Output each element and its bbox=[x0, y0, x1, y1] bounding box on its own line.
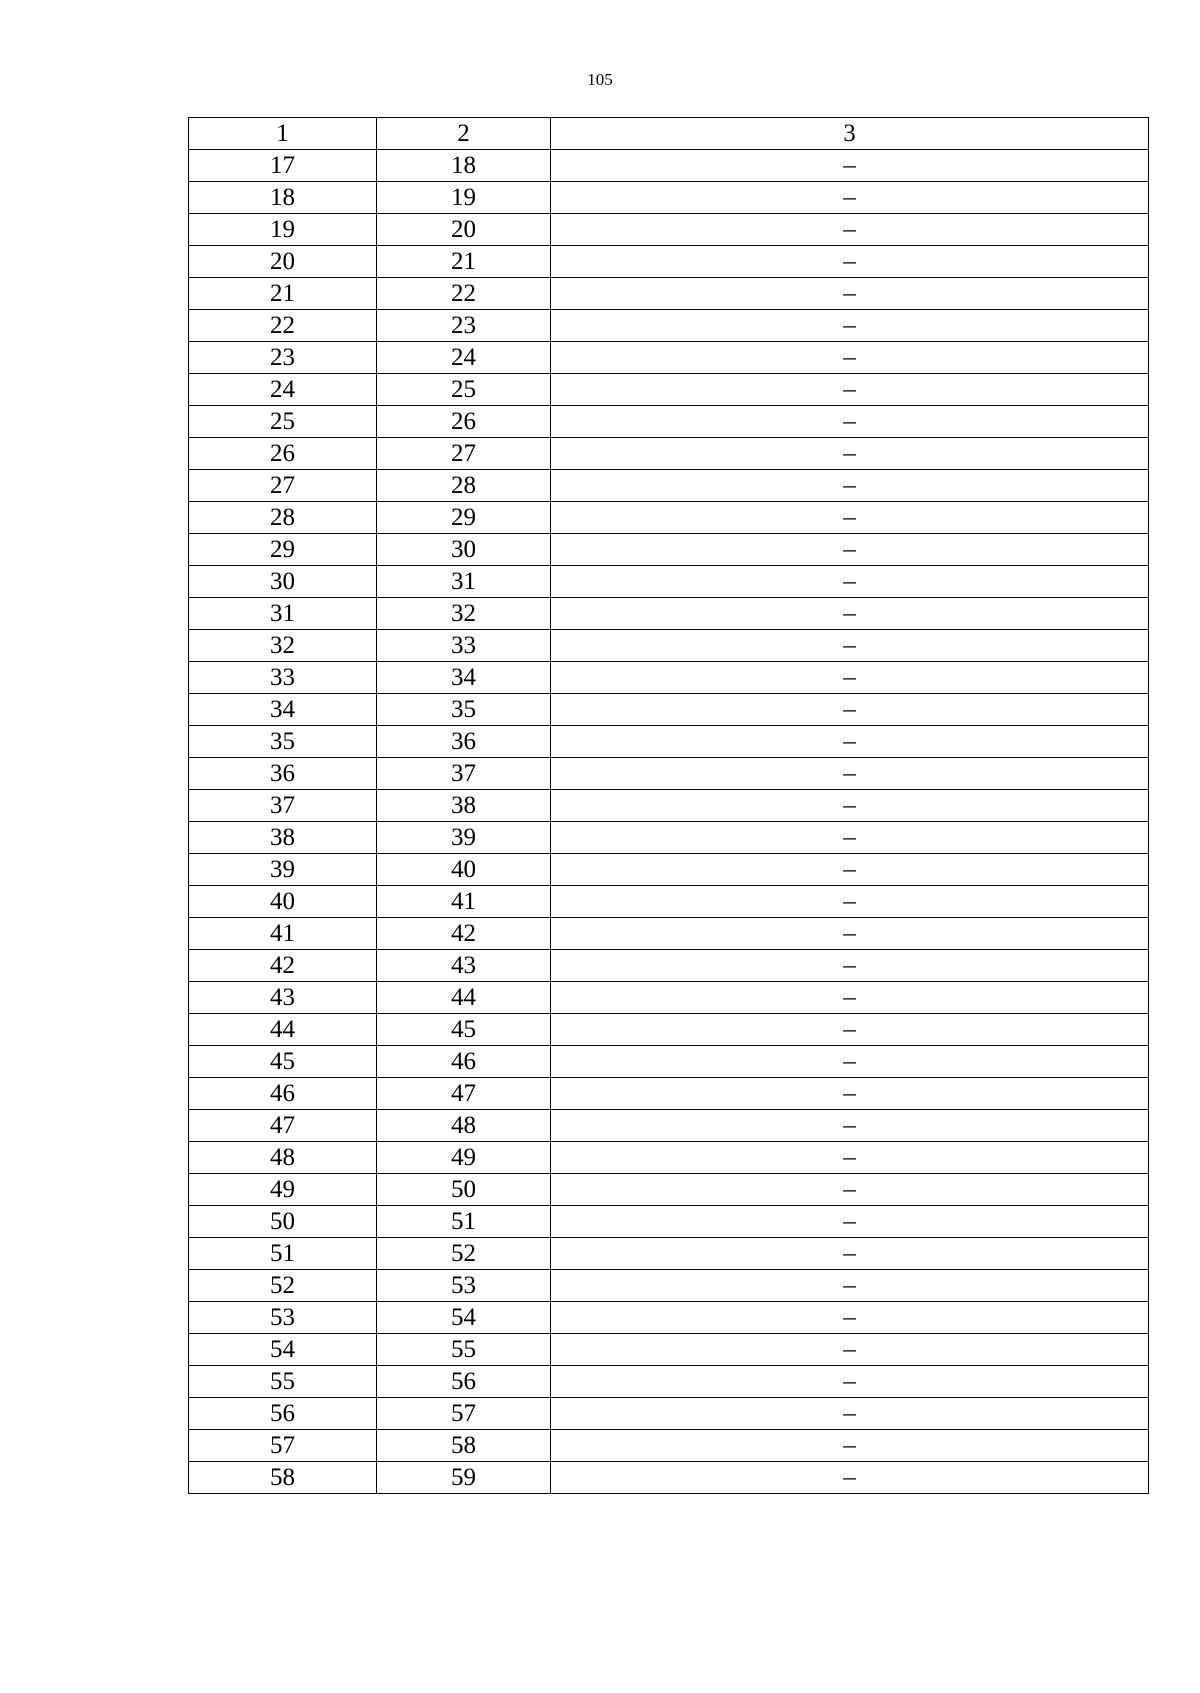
table-cell-col-1: 20 bbox=[189, 246, 377, 278]
table-cell-col-1: 17 bbox=[189, 150, 377, 182]
table-cell-col-1: 36 bbox=[189, 758, 377, 790]
table-cell-col-3: – bbox=[551, 566, 1149, 598]
table-cell-col-2: 39 bbox=[377, 822, 551, 854]
table-row bbox=[189, 1078, 1149, 1110]
table-cell-col-1: 28 bbox=[189, 502, 377, 534]
table-cell-col-1: 53 bbox=[189, 1302, 377, 1334]
table-cell-col-1: 52 bbox=[189, 1270, 377, 1302]
header-cell-col-3: 3 bbox=[551, 118, 1149, 150]
table-cell-col-2: 27 bbox=[377, 438, 551, 470]
table-cell-col-2: 59 bbox=[377, 1462, 551, 1494]
table-cell-col-3: – bbox=[551, 1334, 1149, 1366]
header-cell-col-1: 1 bbox=[189, 118, 377, 150]
table-cell-col-2: 44 bbox=[377, 982, 551, 1014]
table-cell-col-2: 53 bbox=[377, 1270, 551, 1302]
table-cell-col-3: – bbox=[551, 1078, 1149, 1110]
table-cell-col-2: 45 bbox=[377, 1014, 551, 1046]
table-row bbox=[189, 438, 1149, 470]
table-cell-col-3: – bbox=[551, 342, 1149, 374]
table-row bbox=[189, 982, 1149, 1014]
table-cell-col-1: 34 bbox=[189, 694, 377, 726]
table-row bbox=[189, 694, 1149, 726]
table-cell-col-1: 21 bbox=[189, 278, 377, 310]
table-cell-col-1: 43 bbox=[189, 982, 377, 1014]
table-cell-col-3: – bbox=[551, 1398, 1149, 1430]
table-cell-col-3: – bbox=[551, 1462, 1149, 1494]
table-cell-col-3: – bbox=[551, 694, 1149, 726]
table-cell-col-3: – bbox=[551, 886, 1149, 918]
table-cell-col-1: 58 bbox=[189, 1462, 377, 1494]
table-cell-col-2: 24 bbox=[377, 342, 551, 374]
table-cell-col-3: – bbox=[551, 918, 1149, 950]
table-cell-col-2: 58 bbox=[377, 1430, 551, 1462]
table-cell-col-1: 54 bbox=[189, 1334, 377, 1366]
table-cell-col-1: 39 bbox=[189, 854, 377, 886]
table-cell-col-2: 48 bbox=[377, 1110, 551, 1142]
table-cell-col-3: – bbox=[551, 822, 1149, 854]
table-cell-col-2: 20 bbox=[377, 214, 551, 246]
table-cell-col-3: – bbox=[551, 1366, 1149, 1398]
table-cell-col-3: – bbox=[551, 790, 1149, 822]
table-cell-col-1: 30 bbox=[189, 566, 377, 598]
table-cell-col-2: 47 bbox=[377, 1078, 551, 1110]
table-cell-col-1: 48 bbox=[189, 1142, 377, 1174]
table-cell-col-3: – bbox=[551, 374, 1149, 406]
table-cell-col-3: – bbox=[551, 1430, 1149, 1462]
table-cell-col-2: 38 bbox=[377, 790, 551, 822]
table-row bbox=[189, 1046, 1149, 1078]
table-row bbox=[189, 598, 1149, 630]
table-row bbox=[189, 214, 1149, 246]
table-row bbox=[189, 1302, 1149, 1334]
table-cell-col-1: 50 bbox=[189, 1206, 377, 1238]
table-cell-col-2: 49 bbox=[377, 1142, 551, 1174]
table-row bbox=[189, 726, 1149, 758]
table-row bbox=[189, 1174, 1149, 1206]
table-cell-col-3: – bbox=[551, 534, 1149, 566]
table-cell-col-3: – bbox=[551, 1110, 1149, 1142]
table-cell-col-2: 25 bbox=[377, 374, 551, 406]
table-row bbox=[189, 758, 1149, 790]
table-cell-col-1: 22 bbox=[189, 310, 377, 342]
table-cell-col-1: 24 bbox=[189, 374, 377, 406]
table-cell-col-3: – bbox=[551, 950, 1149, 982]
table-cell-col-2: 21 bbox=[377, 246, 551, 278]
table-row bbox=[189, 822, 1149, 854]
table-cell-col-1: 38 bbox=[189, 822, 377, 854]
table-cell-col-2: 31 bbox=[377, 566, 551, 598]
table-cell-col-1: 42 bbox=[189, 950, 377, 982]
table-cell-col-2: 30 bbox=[377, 534, 551, 566]
table-row bbox=[189, 1014, 1149, 1046]
table-cell-col-3: – bbox=[551, 854, 1149, 886]
table-cell-col-3: – bbox=[551, 1046, 1149, 1078]
table-cell-col-3: – bbox=[551, 1238, 1149, 1270]
table-cell-col-1: 51 bbox=[189, 1238, 377, 1270]
table-cell-col-2: 51 bbox=[377, 1206, 551, 1238]
table-cell-col-3: – bbox=[551, 278, 1149, 310]
table-cell-col-3: – bbox=[551, 246, 1149, 278]
table-cell-col-3: – bbox=[551, 182, 1149, 214]
table-row bbox=[189, 662, 1149, 694]
table-cell-col-2: 46 bbox=[377, 1046, 551, 1078]
table-cell-col-2: 35 bbox=[377, 694, 551, 726]
table-cell-col-1: 23 bbox=[189, 342, 377, 374]
table-cell-col-1: 46 bbox=[189, 1078, 377, 1110]
table-cell-col-3: – bbox=[551, 1142, 1149, 1174]
table-cell-col-3: – bbox=[551, 214, 1149, 246]
table-cell-col-3: – bbox=[551, 438, 1149, 470]
header-cell-col-2: 2 bbox=[377, 118, 551, 150]
table-cell-col-2: 28 bbox=[377, 470, 551, 502]
table-row bbox=[189, 502, 1149, 534]
table-cell-col-2: 23 bbox=[377, 310, 551, 342]
table-cell-col-1: 55 bbox=[189, 1366, 377, 1398]
table-cell-col-2: 43 bbox=[377, 950, 551, 982]
table-row bbox=[189, 1142, 1149, 1174]
data-table bbox=[188, 117, 1149, 1494]
table-cell-col-3: – bbox=[551, 662, 1149, 694]
table-body bbox=[189, 118, 1149, 1494]
table-cell-col-2: 37 bbox=[377, 758, 551, 790]
table-row bbox=[189, 1398, 1149, 1430]
table-cell-col-1: 33 bbox=[189, 662, 377, 694]
table-row bbox=[189, 886, 1149, 918]
table-cell-col-2: 54 bbox=[377, 1302, 551, 1334]
table-cell-col-3: – bbox=[551, 502, 1149, 534]
table-cell-col-3: – bbox=[551, 982, 1149, 1014]
table-cell-col-2: 33 bbox=[377, 630, 551, 662]
table-cell-col-1: 35 bbox=[189, 726, 377, 758]
table-cell-col-2: 36 bbox=[377, 726, 551, 758]
table-cell-col-2: 34 bbox=[377, 662, 551, 694]
table-cell-col-2: 26 bbox=[377, 406, 551, 438]
table-cell-col-1: 57 bbox=[189, 1430, 377, 1462]
table-cell-col-2: 50 bbox=[377, 1174, 551, 1206]
table-row bbox=[189, 630, 1149, 662]
table-row bbox=[189, 278, 1149, 310]
table-cell-col-1: 31 bbox=[189, 598, 377, 630]
page-number: 105 bbox=[587, 70, 613, 89]
table-cell-col-1: 41 bbox=[189, 918, 377, 950]
table-cell-col-1: 45 bbox=[189, 1046, 377, 1078]
table-row bbox=[189, 406, 1149, 438]
table-cell-col-2: 52 bbox=[377, 1238, 551, 1270]
table-row bbox=[189, 1334, 1149, 1366]
table-cell-col-1: 44 bbox=[189, 1014, 377, 1046]
table-row bbox=[189, 1270, 1149, 1302]
table-row bbox=[189, 566, 1149, 598]
table-row bbox=[189, 310, 1149, 342]
table-row bbox=[189, 1206, 1149, 1238]
table-cell-col-3: – bbox=[551, 1270, 1149, 1302]
table-cell-col-3: – bbox=[551, 470, 1149, 502]
table-cell-col-3: – bbox=[551, 310, 1149, 342]
table-row bbox=[189, 470, 1149, 502]
table-cell-col-3: – bbox=[551, 1302, 1149, 1334]
table-header-row bbox=[189, 118, 1149, 150]
table-cell-col-2: 32 bbox=[377, 598, 551, 630]
table-cell-col-1: 18 bbox=[189, 182, 377, 214]
table-cell-col-3: – bbox=[551, 150, 1149, 182]
table-cell-col-1: 25 bbox=[189, 406, 377, 438]
table-cell-col-3: – bbox=[551, 758, 1149, 790]
table-row bbox=[189, 374, 1149, 406]
table-cell-col-1: 56 bbox=[189, 1398, 377, 1430]
table-cell-col-3: – bbox=[551, 406, 1149, 438]
table-row bbox=[189, 182, 1149, 214]
table-cell-col-1: 49 bbox=[189, 1174, 377, 1206]
table-row bbox=[189, 854, 1149, 886]
table-cell-col-1: 32 bbox=[189, 630, 377, 662]
table-cell-col-3: – bbox=[551, 598, 1149, 630]
table-cell-col-2: 19 bbox=[377, 182, 551, 214]
table-cell-col-1: 19 bbox=[189, 214, 377, 246]
table-row bbox=[189, 342, 1149, 374]
table-cell-col-2: 57 bbox=[377, 1398, 551, 1430]
table-row bbox=[189, 534, 1149, 566]
table-row bbox=[189, 1366, 1149, 1398]
table-cell-col-3: – bbox=[551, 1174, 1149, 1206]
table-row bbox=[189, 918, 1149, 950]
table-cell-col-2: 40 bbox=[377, 854, 551, 886]
table-cell-col-2: 29 bbox=[377, 502, 551, 534]
table-row bbox=[189, 790, 1149, 822]
table-row bbox=[189, 150, 1149, 182]
table-cell-col-3: – bbox=[551, 1014, 1149, 1046]
table-row bbox=[189, 1462, 1149, 1494]
table-cell-col-2: 41 bbox=[377, 886, 551, 918]
table-cell-col-3: – bbox=[551, 1206, 1149, 1238]
table-row bbox=[189, 1430, 1149, 1462]
table-cell-col-2: 42 bbox=[377, 918, 551, 950]
table-row bbox=[189, 1238, 1149, 1270]
table-cell-col-2: 56 bbox=[377, 1366, 551, 1398]
table-cell-col-2: 55 bbox=[377, 1334, 551, 1366]
table-cell-col-2: 18 bbox=[377, 150, 551, 182]
table-cell-col-1: 37 bbox=[189, 790, 377, 822]
table-cell-col-3: – bbox=[551, 630, 1149, 662]
table-row bbox=[189, 1110, 1149, 1142]
table-cell-col-1: 26 bbox=[189, 438, 377, 470]
table-cell-col-2: 22 bbox=[377, 278, 551, 310]
table-row bbox=[189, 950, 1149, 982]
table-cell-col-1: 40 bbox=[189, 886, 377, 918]
table-cell-col-1: 29 bbox=[189, 534, 377, 566]
table-cell-col-3: – bbox=[551, 726, 1149, 758]
table-cell-col-1: 27 bbox=[189, 470, 377, 502]
table-cell-col-1: 47 bbox=[189, 1110, 377, 1142]
table-row bbox=[189, 246, 1149, 278]
